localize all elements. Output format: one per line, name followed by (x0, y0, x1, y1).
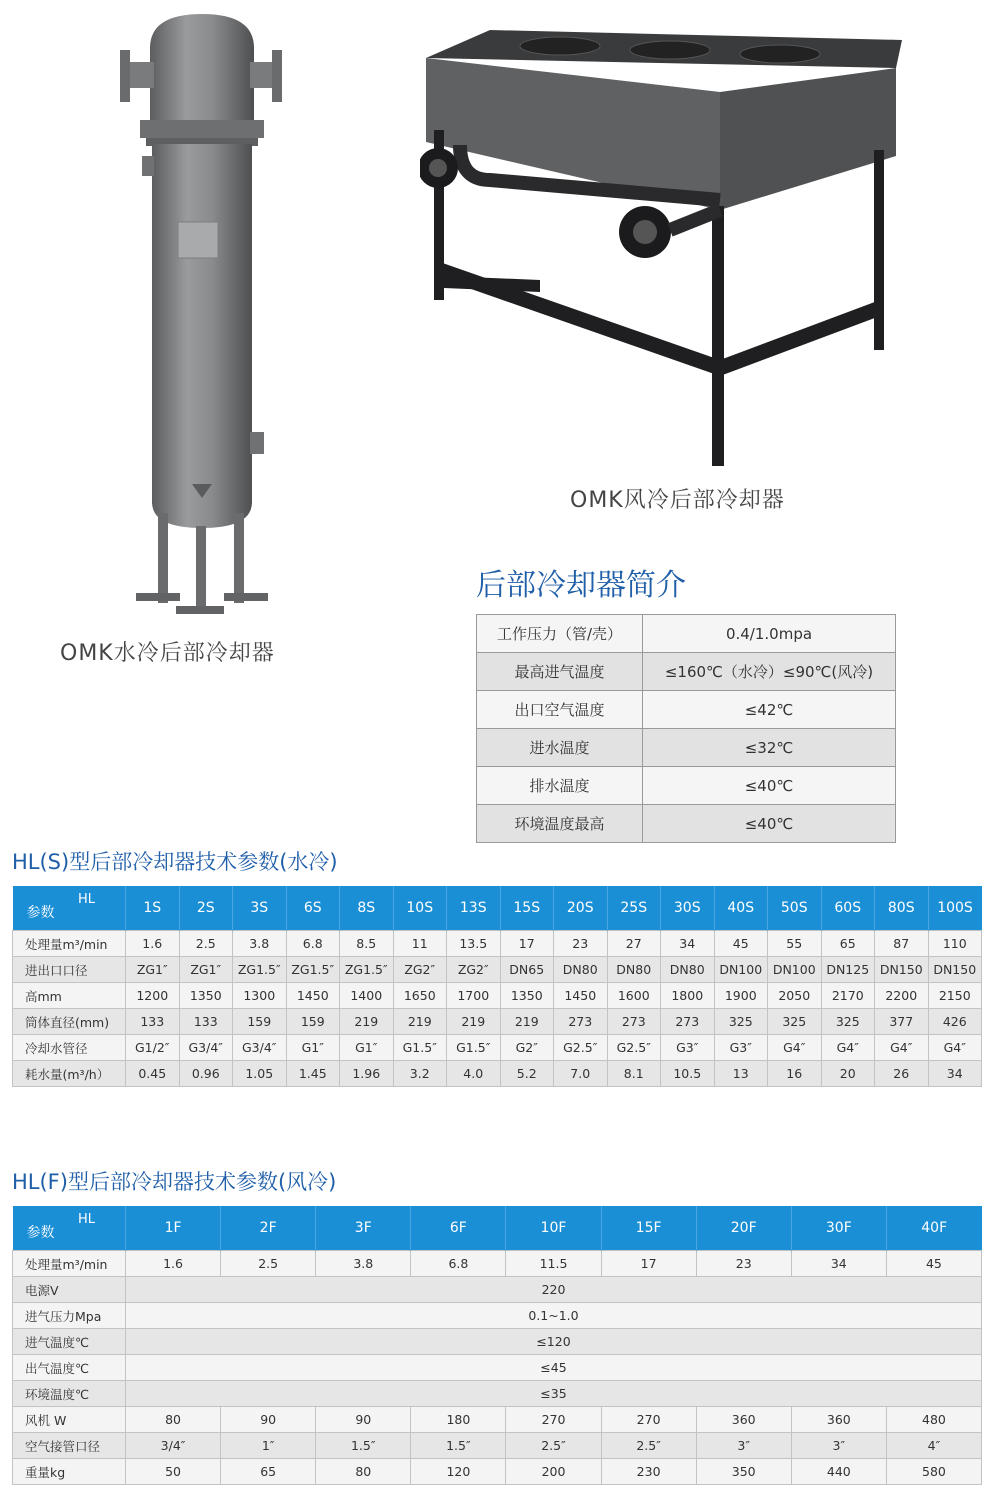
table-cell: 8.5 (340, 931, 394, 957)
row-label: 高mm (13, 983, 126, 1009)
table-cell: DN100 (714, 957, 768, 983)
model-header: 40F (886, 1206, 981, 1251)
table-header-row (13, 1206, 982, 1251)
table-cell: 1200 (126, 983, 180, 1009)
table-cell: 1650 (393, 983, 447, 1009)
table-cell: 110 (928, 931, 982, 957)
table-cell: 377 (875, 1009, 929, 1035)
table-cell: 7.0 (554, 1061, 608, 1087)
model-header: 80S (875, 886, 929, 931)
table-cell: ZG1.5″ (286, 957, 340, 983)
table-cell: 133 (126, 1009, 180, 1035)
table-row (13, 1459, 982, 1485)
table-cell: 87 (875, 931, 929, 957)
table-cell: 2200 (875, 983, 929, 1009)
table-cell: G2″ (500, 1035, 554, 1061)
intro-value: ≤42℃ (643, 691, 896, 729)
table-cell: G4″ (821, 1035, 875, 1061)
table-cell: 2.5 (179, 931, 233, 957)
intro-value: ≤40℃ (643, 767, 896, 805)
table-cell: DN80 (607, 957, 661, 983)
table-cell: 13 (714, 1061, 768, 1087)
table-row (13, 931, 982, 957)
header-corner (13, 886, 126, 931)
table-cell: 219 (393, 1009, 447, 1035)
model-header: 1S (126, 886, 180, 931)
intro-table (476, 614, 896, 843)
row-label: 空气接管口径 (13, 1433, 126, 1459)
model-header: 20F (696, 1206, 791, 1251)
table-cell: 17 (500, 931, 554, 957)
table-cell: DN80 (661, 957, 715, 983)
table-cell: G1/2″ (126, 1035, 180, 1061)
table-cell: G3/4″ (179, 1035, 233, 1061)
table-cell: 273 (607, 1009, 661, 1035)
intro-row (477, 805, 896, 843)
table-cell: 50 (126, 1459, 221, 1485)
table-cell: DN150 (928, 957, 982, 983)
table-cell-merged: ≤120 (126, 1329, 982, 1355)
air-spec-table (12, 1206, 982, 1485)
model-header: 15F (601, 1206, 696, 1251)
table-row (13, 1277, 982, 1303)
table-cell: 0.45 (126, 1061, 180, 1087)
table-row (13, 1303, 982, 1329)
table-cell: 3/4″ (126, 1433, 221, 1459)
table-cell: 2050 (768, 983, 822, 1009)
header-corner (13, 1206, 126, 1251)
model-header: 2S (179, 886, 233, 931)
table-cell: DN80 (554, 957, 608, 983)
model-header: 25S (607, 886, 661, 931)
row-label: 进气温度℃ (13, 1329, 126, 1355)
table-cell: 65 (221, 1459, 316, 1485)
table-cell: 180 (411, 1407, 506, 1433)
table-cell: 1.96 (340, 1061, 394, 1087)
model-header: 30S (661, 886, 715, 931)
table-row (13, 983, 982, 1009)
table-cell: 2150 (928, 983, 982, 1009)
table-cell-merged: 220 (126, 1277, 982, 1303)
air-cooler-image (420, 30, 905, 470)
table-cell: 3.8 (233, 931, 287, 957)
water-cooler-image (120, 8, 285, 618)
row-label: 出气温度℃ (13, 1355, 126, 1381)
table-cell: 1700 (447, 983, 501, 1009)
intro-key: 环境温度最高 (477, 805, 643, 843)
row-label: 电源V (13, 1277, 126, 1303)
table-cell: 1800 (661, 983, 715, 1009)
table-cell: G1″ (340, 1035, 394, 1061)
table-cell: G3/4″ (233, 1035, 287, 1061)
table-cell: 1.45 (286, 1061, 340, 1087)
water-table-title: HL(S)型后部冷却器技术参数(水冷) (12, 850, 338, 874)
model-header: 8S (340, 886, 394, 931)
table-cell: 200 (506, 1459, 601, 1485)
table-cell: 270 (506, 1407, 601, 1433)
table-cell: 26 (875, 1061, 929, 1087)
row-label: 处理量m³/min (13, 1251, 126, 1277)
table-cell: 4″ (886, 1433, 981, 1459)
table-cell: 4.0 (447, 1061, 501, 1087)
intro-value: ≤160℃（水冷）≤90℃(风冷) (643, 653, 896, 691)
table-row (13, 1381, 982, 1407)
table-cell: 2.5″ (506, 1433, 601, 1459)
table-cell: 230 (601, 1459, 696, 1485)
model-header: 100S (928, 886, 982, 931)
model-header: 3S (233, 886, 287, 931)
table-cell: 1.6 (126, 931, 180, 957)
model-header: 13S (447, 886, 501, 931)
table-cell: 1.5″ (316, 1433, 411, 1459)
table-cell: 360 (696, 1407, 791, 1433)
water-spec-table (12, 886, 982, 1087)
table-cell: 90 (221, 1407, 316, 1433)
intro-title: 后部冷却器简介 (476, 568, 686, 603)
table-cell: 1350 (179, 983, 233, 1009)
table-row (13, 1329, 982, 1355)
table-cell: 3″ (791, 1433, 886, 1459)
row-label: 进出口口径 (13, 957, 126, 983)
model-header: 20S (554, 886, 608, 931)
corner-param-label: 参数 (26, 905, 55, 921)
table-cell: 273 (554, 1009, 608, 1035)
table-cell-merged: 0.1~1.0 (126, 1303, 982, 1329)
table-cell: DN125 (821, 957, 875, 983)
table-cell: 13.5 (447, 931, 501, 957)
table-row (13, 1433, 982, 1459)
intro-key: 最高进气温度 (477, 653, 643, 691)
corner-model-label: HL (77, 1212, 95, 1227)
table-cell: 65 (821, 931, 875, 957)
table-cell: 440 (791, 1459, 886, 1485)
table-cell: 1300 (233, 983, 287, 1009)
table-cell: 350 (696, 1459, 791, 1485)
model-header: 3F (316, 1206, 411, 1251)
intro-row (477, 653, 896, 691)
model-header: 60S (821, 886, 875, 931)
table-cell: G4″ (768, 1035, 822, 1061)
table-cell: 219 (447, 1009, 501, 1035)
intro-key: 排水温度 (477, 767, 643, 805)
model-header: 40S (714, 886, 768, 931)
air-cooler-caption: OMK风冷后部冷却器 (570, 488, 785, 513)
table-cell: 34 (791, 1251, 886, 1277)
table-cell: 1450 (554, 983, 608, 1009)
table-cell: 27 (607, 931, 661, 957)
corner-model-label: HL (77, 892, 95, 907)
table-cell: 11 (393, 931, 447, 957)
intro-row (477, 615, 896, 653)
table-cell: 34 (661, 931, 715, 957)
intro-row (477, 767, 896, 805)
table-cell: 159 (233, 1009, 287, 1035)
row-label: 风机 W (13, 1407, 126, 1433)
row-label: 环境温度℃ (13, 1381, 126, 1407)
table-cell: 20 (821, 1061, 875, 1087)
model-header: 10F (506, 1206, 601, 1251)
table-cell: 16 (768, 1061, 822, 1087)
table-row (13, 1035, 982, 1061)
row-label: 筒体直径(mm) (13, 1009, 126, 1035)
row-label: 冷却水管径 (13, 1035, 126, 1061)
table-cell: 1450 (286, 983, 340, 1009)
table-cell: ZG2″ (393, 957, 447, 983)
model-header: 1F (126, 1206, 221, 1251)
model-header: 30F (791, 1206, 886, 1251)
table-cell: 219 (340, 1009, 394, 1035)
table-cell: G1.5″ (447, 1035, 501, 1061)
table-cell: 3.8 (316, 1251, 411, 1277)
table-cell: DN150 (875, 957, 929, 983)
table-cell-merged: ≤35 (126, 1381, 982, 1407)
table-cell-merged: ≤45 (126, 1355, 982, 1381)
table-cell: G1″ (286, 1035, 340, 1061)
table-cell: 5.2 (500, 1061, 554, 1087)
table-cell: 133 (179, 1009, 233, 1035)
model-header: 10S (393, 886, 447, 931)
table-cell: G3″ (714, 1035, 768, 1061)
air-table-title: HL(F)型后部冷却器技术参数(风冷) (12, 1170, 337, 1194)
table-cell: ZG1″ (179, 957, 233, 983)
model-header: 6S (286, 886, 340, 931)
table-cell: 80 (316, 1459, 411, 1485)
table-cell: 1600 (607, 983, 661, 1009)
intro-key: 出口空气温度 (477, 691, 643, 729)
table-row (13, 1251, 982, 1277)
table-cell: 219 (500, 1009, 554, 1035)
table-cell: 2.5″ (601, 1433, 696, 1459)
row-label: 进气压力Mpa (13, 1303, 126, 1329)
intro-row (477, 691, 896, 729)
intro-key: 进水温度 (477, 729, 643, 767)
table-cell: 325 (714, 1009, 768, 1035)
table-cell: 11.5 (506, 1251, 601, 1277)
table-cell: 273 (661, 1009, 715, 1035)
model-header: 50S (768, 886, 822, 931)
table-cell: 2170 (821, 983, 875, 1009)
row-label: 重量kg (13, 1459, 126, 1485)
table-cell: DN100 (768, 957, 822, 983)
table-cell: 23 (696, 1251, 791, 1277)
intro-value: ≤40℃ (643, 805, 896, 843)
table-cell: 480 (886, 1407, 981, 1433)
intro-value: 0.4/1.0mpa (643, 615, 896, 653)
table-cell: 90 (316, 1407, 411, 1433)
table-cell: 270 (601, 1407, 696, 1433)
table-cell: 1400 (340, 983, 394, 1009)
table-cell: 6.8 (411, 1251, 506, 1277)
intro-row (477, 729, 896, 767)
table-row (13, 1009, 982, 1035)
row-label: 处理量m³/min (13, 931, 126, 957)
table-cell: 159 (286, 1009, 340, 1035)
table-cell: 80 (126, 1407, 221, 1433)
table-cell: 325 (768, 1009, 822, 1035)
table-cell: ZG1.5″ (233, 957, 287, 983)
table-cell: 1.05 (233, 1061, 287, 1087)
table-cell: ZG1″ (126, 957, 180, 983)
table-row (13, 957, 982, 983)
table-cell: 2.5 (221, 1251, 316, 1277)
table-cell: 6.8 (286, 931, 340, 957)
table-header-row (13, 886, 982, 931)
table-cell: 1.6 (126, 1251, 221, 1277)
table-cell: 1.5″ (411, 1433, 506, 1459)
model-header: 6F (411, 1206, 506, 1251)
intro-value: ≤32℃ (643, 729, 896, 767)
table-cell: 55 (768, 931, 822, 957)
table-cell: G2.5″ (607, 1035, 661, 1061)
table-cell: 580 (886, 1459, 981, 1485)
table-cell: G1.5″ (393, 1035, 447, 1061)
model-header: 2F (221, 1206, 316, 1251)
table-cell: 23 (554, 931, 608, 957)
table-cell: G4″ (875, 1035, 929, 1061)
table-cell: ZG1.5″ (340, 957, 394, 983)
table-cell: 0.96 (179, 1061, 233, 1087)
table-cell: 325 (821, 1009, 875, 1035)
table-cell: 3.2 (393, 1061, 447, 1087)
table-cell: 45 (886, 1251, 981, 1277)
table-row (13, 1355, 982, 1381)
table-cell: 1900 (714, 983, 768, 1009)
table-row (13, 1061, 982, 1087)
table-cell: DN65 (500, 957, 554, 983)
table-row (13, 1407, 982, 1433)
table-cell: 1350 (500, 983, 554, 1009)
table-cell: G2.5″ (554, 1035, 608, 1061)
model-header: 15S (500, 886, 554, 931)
table-cell: 34 (928, 1061, 982, 1087)
table-cell: ZG2″ (447, 957, 501, 983)
row-label: 耗水量(m³/h） (13, 1061, 126, 1087)
table-cell: 10.5 (661, 1061, 715, 1087)
table-cell: G3″ (661, 1035, 715, 1061)
table-cell: 360 (791, 1407, 886, 1433)
table-cell: 8.1 (607, 1061, 661, 1087)
table-cell: 426 (928, 1009, 982, 1035)
table-cell: 45 (714, 931, 768, 957)
corner-param-label: 参数 (26, 1225, 55, 1241)
table-cell: 1″ (221, 1433, 316, 1459)
table-cell: 17 (601, 1251, 696, 1277)
water-cooler-caption: OMK水冷后部冷却器 (60, 641, 275, 666)
intro-key: 工作压力（管/壳） (477, 615, 643, 653)
table-cell: 3″ (696, 1433, 791, 1459)
table-cell: G4″ (928, 1035, 982, 1061)
table-cell: 120 (411, 1459, 506, 1485)
